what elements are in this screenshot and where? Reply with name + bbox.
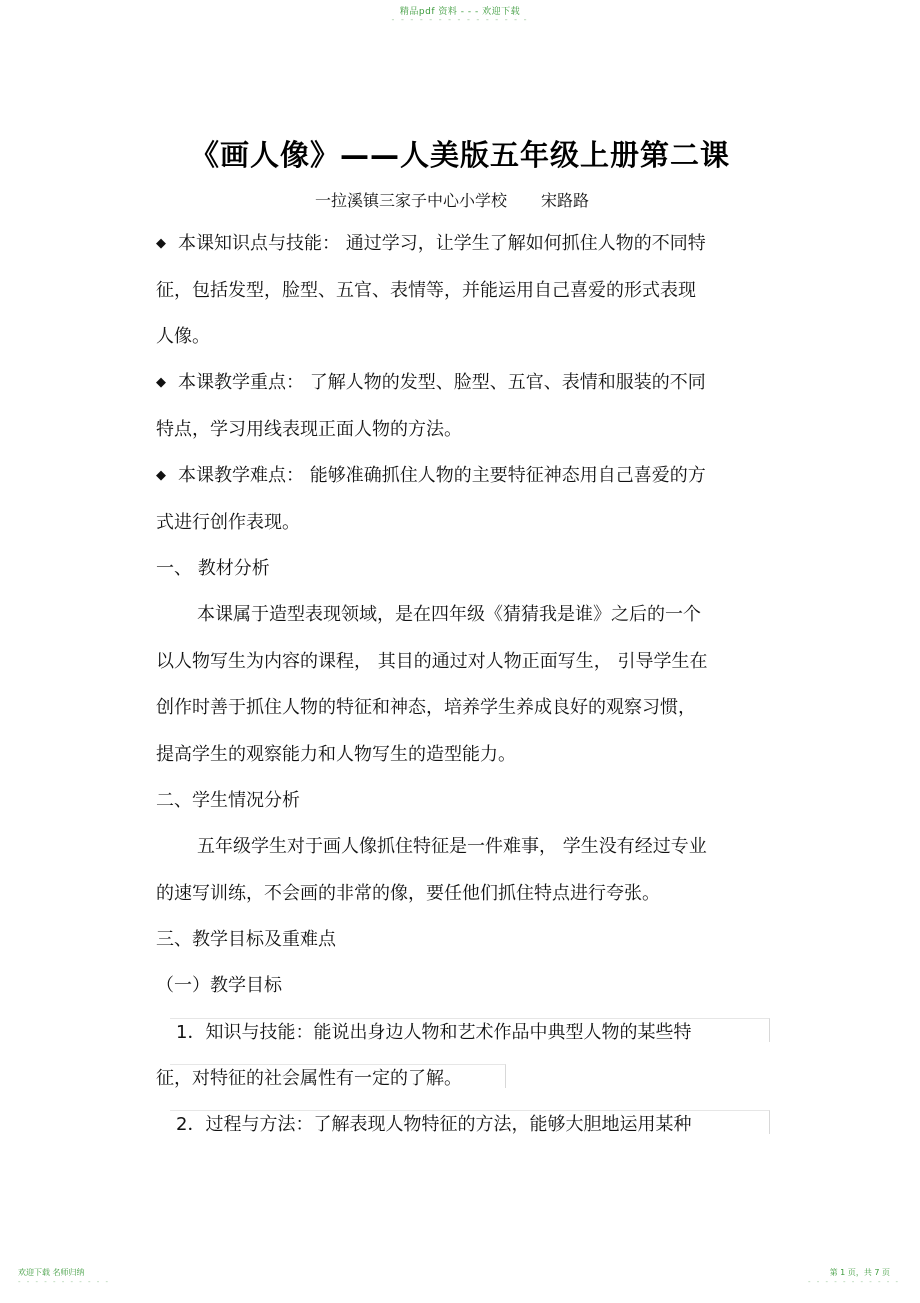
paragraph-line: 本课属于造型表现领域，是在四年级《猜猜我是谁》之后的一个 xyxy=(197,604,701,625)
section-heading: 一、 教材分析 xyxy=(156,558,270,579)
paragraph-line: ◆ 本课教学重点： 了解人物的发型、脸型、五官、表情和服装的不同 xyxy=(156,372,706,393)
diamond-bullet-icon: ◆ xyxy=(156,375,166,390)
paragraph-line: 人像。 xyxy=(156,326,210,347)
diamond-bullet-icon: ◆ xyxy=(156,236,166,251)
paragraph-line: ◆ 本课教学难点： 能够准确抓住人物的主要特征神态用自己喜爱的方 xyxy=(156,465,706,486)
paragraph-line: 1．知识与技能：能说出身边人物和艺术作品中典型人物的某些特 xyxy=(176,1022,692,1043)
footer-left-text: 欢迎下载 名师归纳 xyxy=(18,1268,85,1277)
page-number: 第 1 页，共 7 页 xyxy=(829,1268,890,1277)
paragraph-line: 五年级学生对于画人像抓住特征是一件难事， 学生没有经过专业 xyxy=(197,836,707,857)
paragraph-line: 征，对特征的社会属性有一定的了解。 xyxy=(156,1068,462,1089)
paragraph-line: ◆ 本课知识点与技能： 通过学习，让学生了解如何抓住人物的不同特 xyxy=(156,233,706,254)
subsection-heading: （一）教学目标 xyxy=(156,975,282,996)
header-dots: - - - - - - - - - - - - - - - xyxy=(391,15,529,24)
paragraph-line: 特点，学习用线表现正面人物的方法。 xyxy=(156,419,462,440)
paragraph-line: 征，包括发型，脸型、五官、表情等，并能运用自己喜爱的形式表现 xyxy=(156,280,696,301)
paragraph-line: 以人物写生为内容的课程， 其目的通过对人物正面写生， 引导学生在 xyxy=(156,651,708,672)
footer-left-dots: - - - - - - - - - - - xyxy=(18,1278,111,1286)
paragraph-line: 提高学生的观察能力和人物写生的造型能力。 xyxy=(156,744,516,765)
section-heading: 三、教学目标及重难点 xyxy=(156,929,336,950)
header-watermark: 精品pdf 资料 - - - 欢迎下载 xyxy=(399,7,521,17)
paragraph-line: 的速写训练，不会画的非常的像，要任他们抓住特点进行夸张。 xyxy=(156,883,660,904)
diamond-bullet-icon: ◆ xyxy=(156,468,166,483)
section-heading: 二、学生情况分析 xyxy=(156,790,300,811)
school-name: 一拉溪镇三家子中心小学校 xyxy=(315,191,508,210)
paragraph-line: 创作时善于抓住人物的特征和神态，培养学生养成良好的观察习惯， xyxy=(156,697,696,718)
paragraph-line: 2．过程与方法：了解表现人物特征的方法，能够大胆地运用某种 xyxy=(176,1114,692,1135)
author-name: 宋路路 xyxy=(541,191,590,210)
author-line xyxy=(315,188,589,211)
paragraph-line: 式进行创作表现。 xyxy=(156,512,300,533)
document-title: 《画人像》——人美版五年级上册第二课 xyxy=(189,138,730,172)
footer-right-dots: - - - - - - - - - - - xyxy=(807,1278,900,1286)
